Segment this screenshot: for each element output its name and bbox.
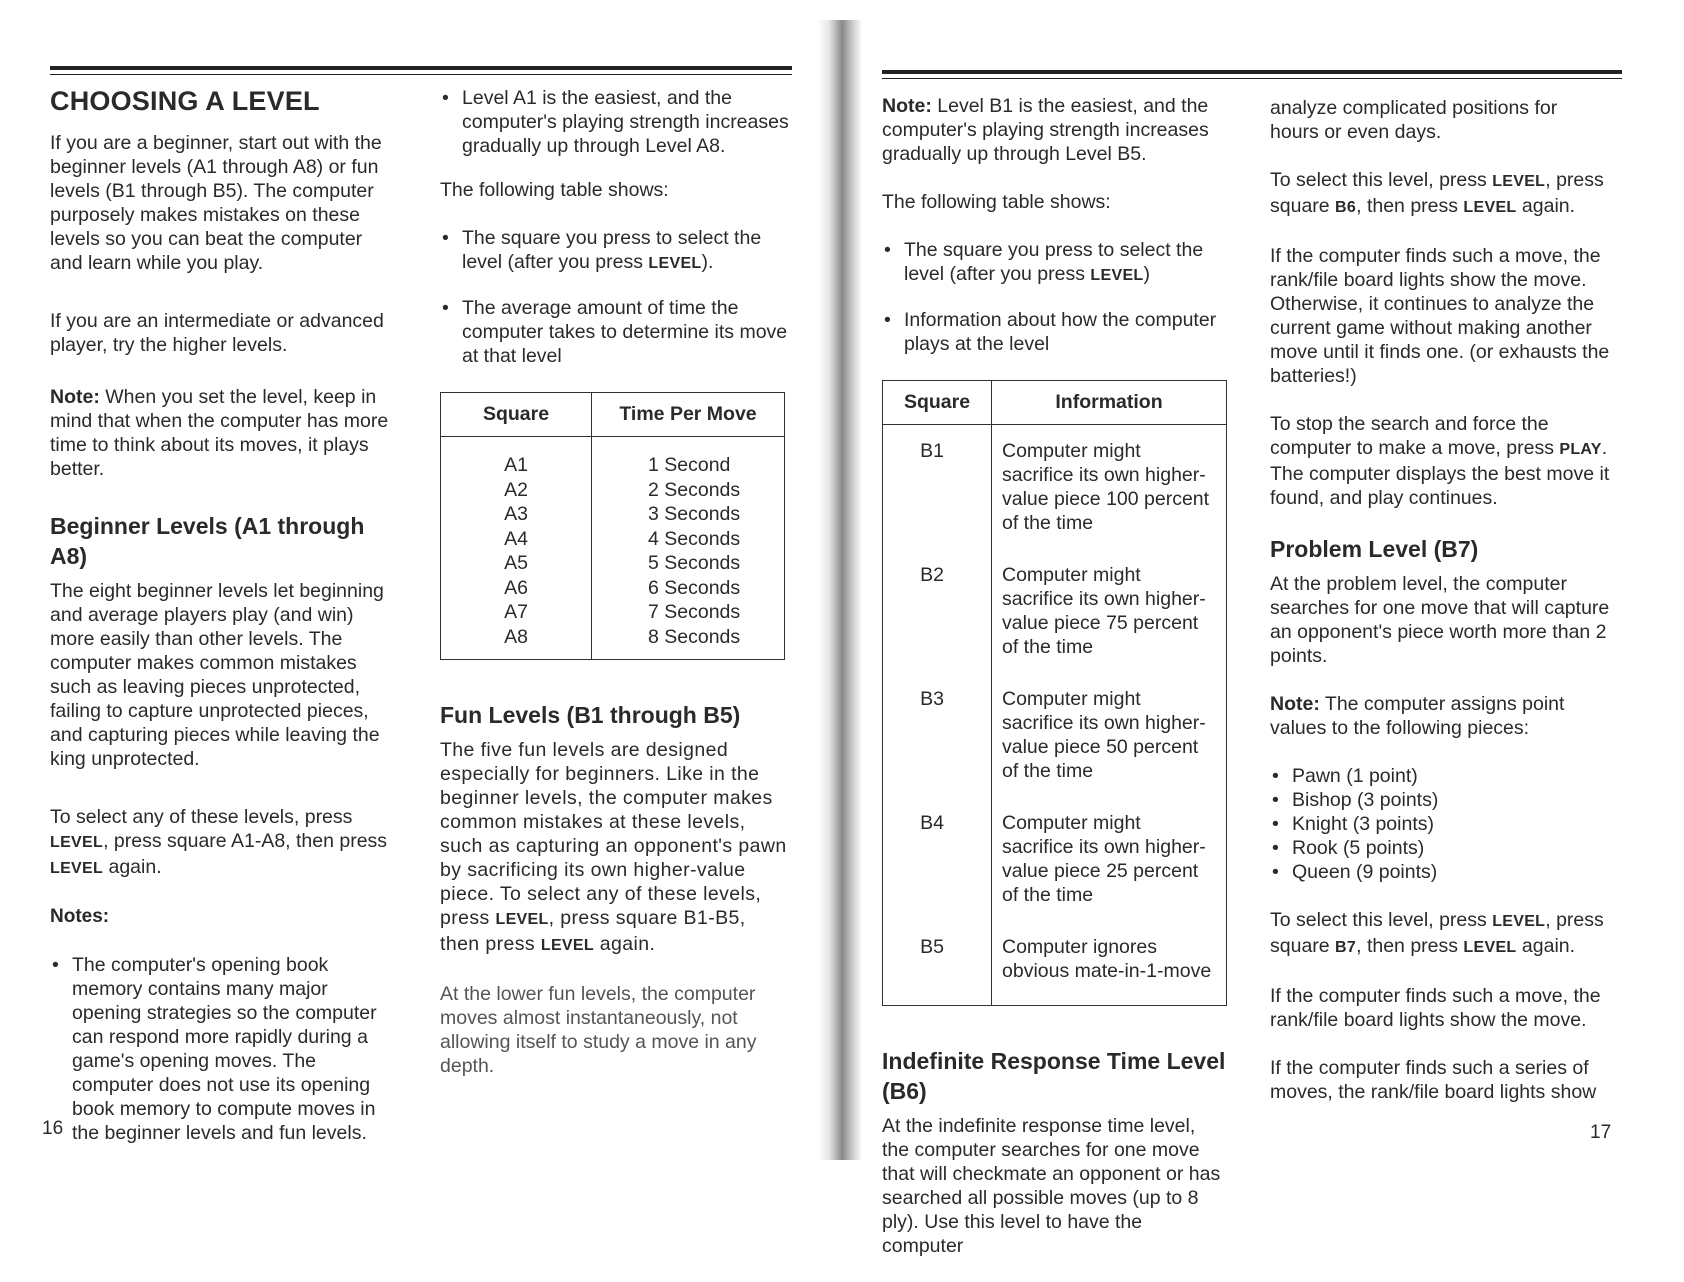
level-key: LEVEL: [1090, 267, 1144, 284]
list-item: [440, 226, 790, 276]
page-title: CHOOSING A LEVEL: [50, 86, 320, 116]
indefinite-level-text: At the indefinite response time level, the computer searches for one move that will checkmate an opponent or has searched all possible moves (up to 8 ply). Use this level to have the computer: [882, 1115, 1221, 1257]
table-cell-times: [592, 437, 785, 660]
a-level-bullets: [440, 86, 790, 158]
level-key: LEVEL: [1463, 939, 1517, 956]
fun-levels-table-body: [883, 425, 1227, 1006]
stop-text: To stop the search and force the computer to make a move, press: [1270, 413, 1554, 459]
note-paragraph: [50, 385, 395, 481]
square-key: B6: [1335, 199, 1357, 216]
stop-search-text: [1270, 412, 1610, 510]
level-key: LEVEL: [50, 834, 104, 851]
table-description-bullets: [882, 238, 1227, 356]
table-row: [883, 925, 1227, 1006]
table-description-bullets: [440, 226, 790, 368]
bullet-text: The square you press to select the level (after you press: [904, 239, 1204, 285]
level-key: LEVEL: [1463, 199, 1517, 216]
select-text: To select this level, press: [1270, 169, 1487, 191]
select-text-post: again.: [108, 856, 162, 878]
table-cell-info: Computer might sacrifice its own higher-value piece 50 percent of the time: [992, 677, 1227, 801]
table-cell-square: B4: [883, 801, 992, 925]
table-cell-square: B2: [883, 553, 992, 677]
table-cell-square: B1: [883, 425, 992, 554]
note-text: When you set the level, keep in mind that when the computer has more time to think about its moves, it plays better.: [50, 386, 389, 480]
table-cell-info: Computer might sacrifice its own higher-value piece 75 percent of the time: [992, 553, 1227, 677]
table-row: [883, 553, 1227, 677]
left-top-rule-thin: [50, 74, 792, 75]
intermediate-paragraph: If you are an intermediate or advanced player, try the higher levels.: [50, 310, 384, 356]
fun-levels-table: [882, 380, 1227, 1006]
table-cell-info: Computer might sacrifice its own higher-value piece 25 percent of the time: [992, 801, 1227, 925]
beginner-levels-table: [440, 392, 785, 660]
page-number: 17: [1590, 1122, 1612, 1143]
level-key: LEVEL: [1492, 913, 1546, 930]
beginner-levels-heading: Beginner Levels (A1 through A8): [50, 513, 365, 569]
fun-text: The five fun levels are designed especially for beginners. Like in the beginner levels, the computer makes common mistakes at these levels, such as capturing an opponent's pawn by sacrificing its own higher-value piece. To select any of these levels, press: [440, 739, 787, 929]
select-text-mid: , press square: [1270, 909, 1604, 957]
series-text: If the computer finds such a series of moves, the rank/file board lights show: [1270, 1057, 1597, 1103]
level-key: LEVEL: [648, 255, 702, 272]
note-label: Note:: [882, 95, 932, 117]
list-item: • Rook (5 points): [1270, 836, 1610, 860]
table-row: [883, 677, 1227, 801]
table-cell-time: 3 Seconds: [648, 503, 741, 525]
finds-move-text: If the computer finds such a move, the rank/file board lights show the move. Otherwise, it continues to analyze the current game without making another move until it finds one. (or exhausts the batteries!): [1270, 245, 1610, 387]
table-cell-square: B3: [883, 677, 992, 801]
table-cell-time: 2 Seconds: [648, 478, 741, 501]
bullet-text-post: ): [1143, 263, 1150, 285]
time-list: [648, 453, 784, 649]
continued-text: analyze complicated positions for hours or even days.: [1270, 97, 1558, 143]
notes-list: [50, 953, 395, 1145]
table-cell-info: Computer might sacrifice its own higher-value piece 100 percent of the time: [992, 425, 1227, 554]
level-key: LEVEL: [540, 937, 594, 954]
left-column-1: [50, 86, 395, 1169]
table-cell-time: 7 Seconds: [648, 601, 741, 623]
table-row: [883, 425, 1227, 554]
fun-text-post: again.: [599, 933, 656, 955]
right-top-rule: [882, 70, 1622, 74]
fun-text-mid: , press square B1-B5, then press: [440, 907, 746, 955]
fun-levels-text: [440, 738, 790, 958]
bullet-text: The square you press to select the level (after you press: [462, 227, 762, 273]
table-cell-time: 6 Seconds: [648, 576, 741, 599]
table-cell-time: 8 Seconds: [648, 625, 741, 648]
piece-values-list: [1270, 764, 1610, 884]
intro-paragraph: If you are a beginner, start out with the beginner levels (A1 through A8) or fun levels (B1 through B5). The computer purposely makes mistakes on these levels so you can beat the computer and learn while you play.: [50, 132, 382, 274]
table-header-info: Information: [992, 381, 1227, 425]
page-number: 16: [42, 1118, 64, 1139]
table-cell-time: 5 Seconds: [648, 552, 741, 574]
left-column-2: [440, 86, 790, 1102]
list-item: • Queen (9 points): [1270, 860, 1610, 884]
list-item: [882, 238, 1227, 288]
square-list: [441, 453, 591, 649]
note-paragraph: [882, 94, 1227, 166]
lower-fun-text: At the lower fun levels, the computer moves almost instantaneously, not allowing itself to study a move in any depth.: [440, 983, 757, 1077]
level-key: LEVEL: [50, 860, 104, 877]
fun-levels-heading: Fun Levels (B1 through B5): [440, 702, 741, 728]
table-cell-square: A6: [504, 576, 528, 599]
list-item: • Knight (3 points): [1270, 812, 1610, 836]
right-top-rule-thin: [882, 78, 1622, 79]
table-intro: The following table shows:: [440, 179, 669, 201]
left-top-rule: [50, 66, 792, 70]
table-cell-square: A8: [504, 625, 528, 648]
table-cell-square: A2: [504, 478, 528, 501]
select-text-pre: To select any of these levels, press: [50, 806, 353, 828]
note-text: Level B1 is the easiest, and the computer's playing strength increases gradually up through Level B5.: [882, 95, 1209, 165]
right-column-1: [882, 94, 1227, 1282]
table-header-square: Square: [441, 393, 592, 437]
list-item: • The average amount of time the computer takes to determine its move at that level: [440, 296, 790, 368]
notes-label: Notes:: [50, 906, 110, 927]
right-column-2: [1270, 96, 1610, 1128]
indefinite-level-heading: Indefinite Response Time Level (B6): [882, 1048, 1226, 1104]
select-text-post: again.: [1521, 195, 1576, 217]
list-item: • Information about how the computer plays at the level: [882, 308, 1227, 356]
problem-level-heading: Problem Level (B7): [1270, 536, 1479, 562]
table-cell-info: Computer ignores obvious mate-in-1-move: [992, 925, 1227, 1006]
table-cell-square: A3: [504, 503, 528, 525]
select-text-mid: , press square A1-A8, then press: [103, 830, 388, 852]
select-text-mid2: , then press: [1356, 935, 1458, 957]
table-cell-square: B5: [883, 925, 992, 1006]
table-header-square: Square: [883, 381, 992, 425]
list-item: • Pawn (1 point): [1270, 764, 1610, 788]
level-key: LEVEL: [1492, 173, 1546, 190]
select-b7-paragraph: [1270, 908, 1610, 960]
square-key: B7: [1335, 939, 1357, 956]
book-spine: [818, 20, 862, 1160]
table-cell-square: A4: [504, 527, 528, 550]
list-item: • Level A1 is the easiest, and the computer's playing strength increases gradually up through Level A8.: [440, 86, 790, 158]
table-cell-square: A1: [504, 454, 528, 476]
problem-level-text: At the problem level, the computer searches for one move that will capture an opponent's piece worth more than 2 points.: [1270, 573, 1610, 667]
table-cell-square: A5: [504, 552, 528, 574]
finds-move-b7-text: If the computer finds such a move, the rank/file board lights show the move.: [1270, 985, 1601, 1031]
note-label: Note:: [50, 386, 100, 408]
level-key: LEVEL: [495, 911, 549, 928]
right-page: [862, 0, 1684, 1257]
list-item: • The computer's opening book memory contains many major opening strategies so the computer can respond more rapidly during a game's opening moves. The computer does not use its opening book memory to compute moves in the beginner levels and fun levels.: [50, 953, 395, 1145]
table-cell-square: A7: [504, 601, 528, 623]
table-header-time: Time Per Move: [592, 393, 785, 437]
table-cell-time: 1 Second: [648, 454, 731, 476]
play-key: PLAY: [1559, 441, 1602, 458]
select-levels-paragraph: [50, 805, 395, 881]
table-row: [883, 801, 1227, 925]
bullet-text-post: ).: [701, 251, 714, 273]
list-item: • Bishop (3 points): [1270, 788, 1610, 812]
left-page: [0, 0, 820, 1190]
select-b6-paragraph: [1270, 168, 1610, 220]
select-text-mid2: , then press: [1356, 195, 1458, 217]
note-text: The computer assigns point values to the following pieces:: [1270, 693, 1565, 739]
table-cell-time: 4 Seconds: [648, 527, 741, 550]
point-values-note: [1270, 692, 1610, 740]
note-label: Note:: [1270, 693, 1320, 715]
select-text: To select this level, press: [1270, 909, 1487, 931]
select-text-post: again.: [1521, 935, 1576, 957]
beginner-levels-text: The eight beginner levels let beginning and average players play (and win) more easily than other levels. The computer makes common mistakes such as leaving pieces unprotected, failing to capture unprotected pieces, and capturing pieces while leaving the king unprotected.: [50, 580, 384, 770]
table-intro: The following table shows:: [882, 191, 1111, 213]
stop-text-post: . The computer displays the best move it found, and play continues.: [1270, 437, 1610, 509]
select-text-mid: , press square: [1270, 169, 1604, 217]
table-cell-squares: [441, 437, 592, 660]
